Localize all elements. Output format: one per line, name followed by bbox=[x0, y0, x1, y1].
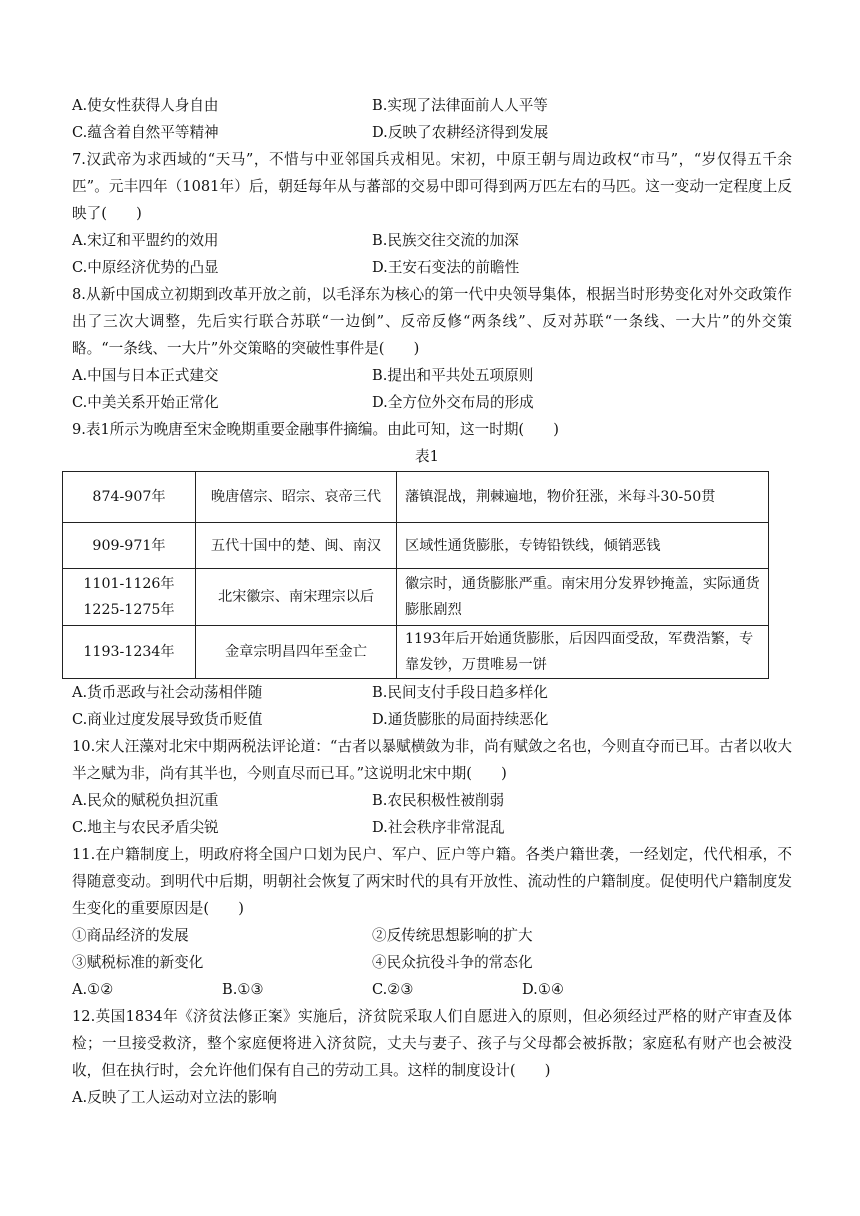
q11-item-2: ②反传统思想影响的扩大 bbox=[372, 927, 533, 944]
table-cell-dynasty: 金章宗明昌四年至金亡 bbox=[196, 626, 397, 679]
q7-option-d[interactable]: D.王安石变法的前瞻性 bbox=[372, 259, 520, 276]
q8-option-c[interactable]: C.中美关系开始正常化 bbox=[72, 394, 219, 411]
q6-options-row-2 bbox=[72, 119, 792, 146]
q7-option-a[interactable]: A.宋辽和平盟约的效用 bbox=[72, 232, 219, 249]
q7-option-b[interactable]: B.民族交往交流的加深 bbox=[372, 232, 519, 249]
q8-options-row-2 bbox=[72, 389, 792, 416]
table-cell-period: 874-907年 bbox=[63, 472, 196, 523]
finance-events-table bbox=[62, 471, 769, 679]
table-cell-events: 区域性通货膨胀，专铸铅铁线，倾销恶钱 bbox=[397, 523, 769, 569]
q11-option-c[interactable]: C.②③ bbox=[372, 981, 414, 998]
q11-stem: 11.在户籍制度上，明政府将全国户口划为民户、军户、匠户等户籍。各类户籍世袭，一经划定，代代相承，不得随意变动。到明代中后期，明朝社会恢复了两宋时代的具有开放性、流动性的户籍制度。促使明代户籍制度发生变化的重要原因是( ) bbox=[72, 846, 792, 917]
table-cell-events: 藩镇混战，荆棘遍地，物价狂涨，米每斗30-50贯 bbox=[397, 472, 769, 523]
q9-options-row-2 bbox=[72, 706, 792, 733]
q11-item-4: ④民众抗役斗争的常态化 bbox=[372, 954, 533, 971]
exam-page bbox=[72, 92, 792, 1111]
q8-option-b[interactable]: B.提出和平共处五项原则 bbox=[372, 367, 534, 384]
q10-options-row-2 bbox=[72, 814, 792, 841]
q9-stem: 9.表1所示为晚唐至宋金晚期重要金融事件摘编。由此可知，这一时期( ) bbox=[72, 421, 560, 438]
q9-option-d[interactable]: D.通货膨胀的局面持续恶化 bbox=[372, 711, 549, 728]
q6-option-d[interactable]: D.反映了农耕经济得到发展 bbox=[372, 124, 549, 141]
q9-option-c[interactable]: C.商业过度发展导致货币贬值 bbox=[72, 711, 263, 728]
q11-option-a[interactable]: A.①② bbox=[72, 981, 114, 998]
q10-option-c[interactable]: C.地主与农民矛盾尖锐 bbox=[72, 819, 219, 836]
table-cell-period: 1193-1234年 bbox=[63, 626, 196, 679]
q9-option-b[interactable]: B.民间支付手段日趋多样化 bbox=[372, 684, 548, 701]
q11-items-row-2 bbox=[72, 949, 792, 976]
q7-options-row-2 bbox=[72, 254, 792, 281]
q10-option-d[interactable]: D.社会秩序非常混乱 bbox=[372, 819, 505, 836]
q7-options-row-1 bbox=[72, 227, 792, 254]
q12-stem: 12.英国1834年《济贫法修正案》实施后，济贫院采取人们自愿进入的原则，但必须经过严格的财产审查及体检；一旦接受救济，整个家庭便将进入济贫院，丈夫与妻子、孩子与父母都会被拆散；家庭私有财产也会被没收，但在执行时，会允许他们保有自己的劳动工具。这样的制度设计( ) bbox=[72, 1008, 792, 1079]
q11-item-1: ①商品经济的发展 bbox=[72, 927, 189, 944]
q11-items-row-1 bbox=[72, 922, 792, 949]
q9-option-a[interactable]: A.货币恶政与社会动荡相伴随 bbox=[72, 684, 263, 701]
table-caption: 表1 bbox=[415, 448, 439, 465]
q11-option-b[interactable]: B.①③ bbox=[222, 981, 264, 998]
q6-options-row-1 bbox=[72, 92, 792, 119]
table-cell-period: 1101-1126年 1225-1275年 bbox=[63, 569, 196, 626]
q9-options-row-1 bbox=[72, 679, 792, 706]
q10-stem: 10.宋人汪藻对北宋中期两税法评论道：“古者以暴赋横敛为非，尚有赋敛之名也，今则直夺而已耳。古者以收大半之赋为非，尚有其半也，今则直尽而已耳。”这说明北宋中期( ) bbox=[72, 738, 792, 782]
table-cell-dynasty: 晚唐僖宗、昭宗、哀帝三代 bbox=[196, 472, 397, 523]
table-row bbox=[63, 472, 769, 523]
q8-stem: 8.从新中国成立初期到改革开放之前，以毛泽东为核心的第一代中央领导集体，根据当时形势变化对外交政策作出了三次大调整，先后实行联合苏联“一边倒”、反帝反修“两条线”、反对苏联“一条线、一大片”的外交策略。“一条线、一大片”外交策略的突破性事件是( ) bbox=[72, 286, 792, 357]
q6-option-b[interactable]: B.实现了法律面前人人平等 bbox=[372, 97, 548, 114]
q10-option-a[interactable]: A.民众的赋税负担沉重 bbox=[72, 792, 219, 809]
table-row bbox=[63, 569, 769, 626]
q11-option-d[interactable]: D.①④ bbox=[522, 981, 564, 998]
q7-stem: 7.汉武帝为求西域的“天马”，不惜与中亚邻国兵戎相见。宋初，中原王朝与周边政权“市马”，“岁仅得五千余匹”。元丰四年（1081年）后，朝廷每年从与蕃部的交易中即可得到两万匹左右的马匹。这一变动一定程度上反映了( ) bbox=[72, 151, 792, 222]
table-cell-dynasty: 北宋徽宗、南宋理宗以后 bbox=[196, 569, 397, 626]
table-cell-dynasty: 五代十国中的楚、闽、南汉 bbox=[196, 523, 397, 569]
table-cell-events: 1193年后开始通货膨胀，后因四面受敌，军费浩繁，专靠发钞，万贯唯易一饼 bbox=[397, 626, 769, 679]
q12-option-a[interactable]: A.反映了工人运动对立法的影响 bbox=[72, 1089, 277, 1106]
q8-options-row-1 bbox=[72, 362, 792, 389]
q10-option-b[interactable]: B.农民积极性被削弱 bbox=[372, 792, 505, 809]
q11-item-3: ③赋税标准的新变化 bbox=[72, 954, 204, 971]
q7-option-c[interactable]: C.中原经济优势的凸显 bbox=[72, 259, 219, 276]
q11-options-row bbox=[72, 976, 792, 1003]
q6-option-c[interactable]: C.蕴含着自然平等精神 bbox=[72, 124, 219, 141]
table-row bbox=[63, 626, 769, 679]
q6-option-a[interactable]: A.使女性获得人身自由 bbox=[72, 97, 219, 114]
q8-option-a[interactable]: A.中国与日本正式建交 bbox=[72, 367, 219, 384]
table-cell-period: 909-971年 bbox=[63, 523, 196, 569]
q8-option-d[interactable]: D.全方位外交布局的形成 bbox=[372, 394, 534, 411]
table-row bbox=[63, 523, 769, 569]
table-cell-events: 徽宗时，通货膨胀严重。南宋用分发界钞掩盖，实际通货膨胀剧烈 bbox=[397, 569, 769, 626]
q10-options-row-1 bbox=[72, 787, 792, 814]
